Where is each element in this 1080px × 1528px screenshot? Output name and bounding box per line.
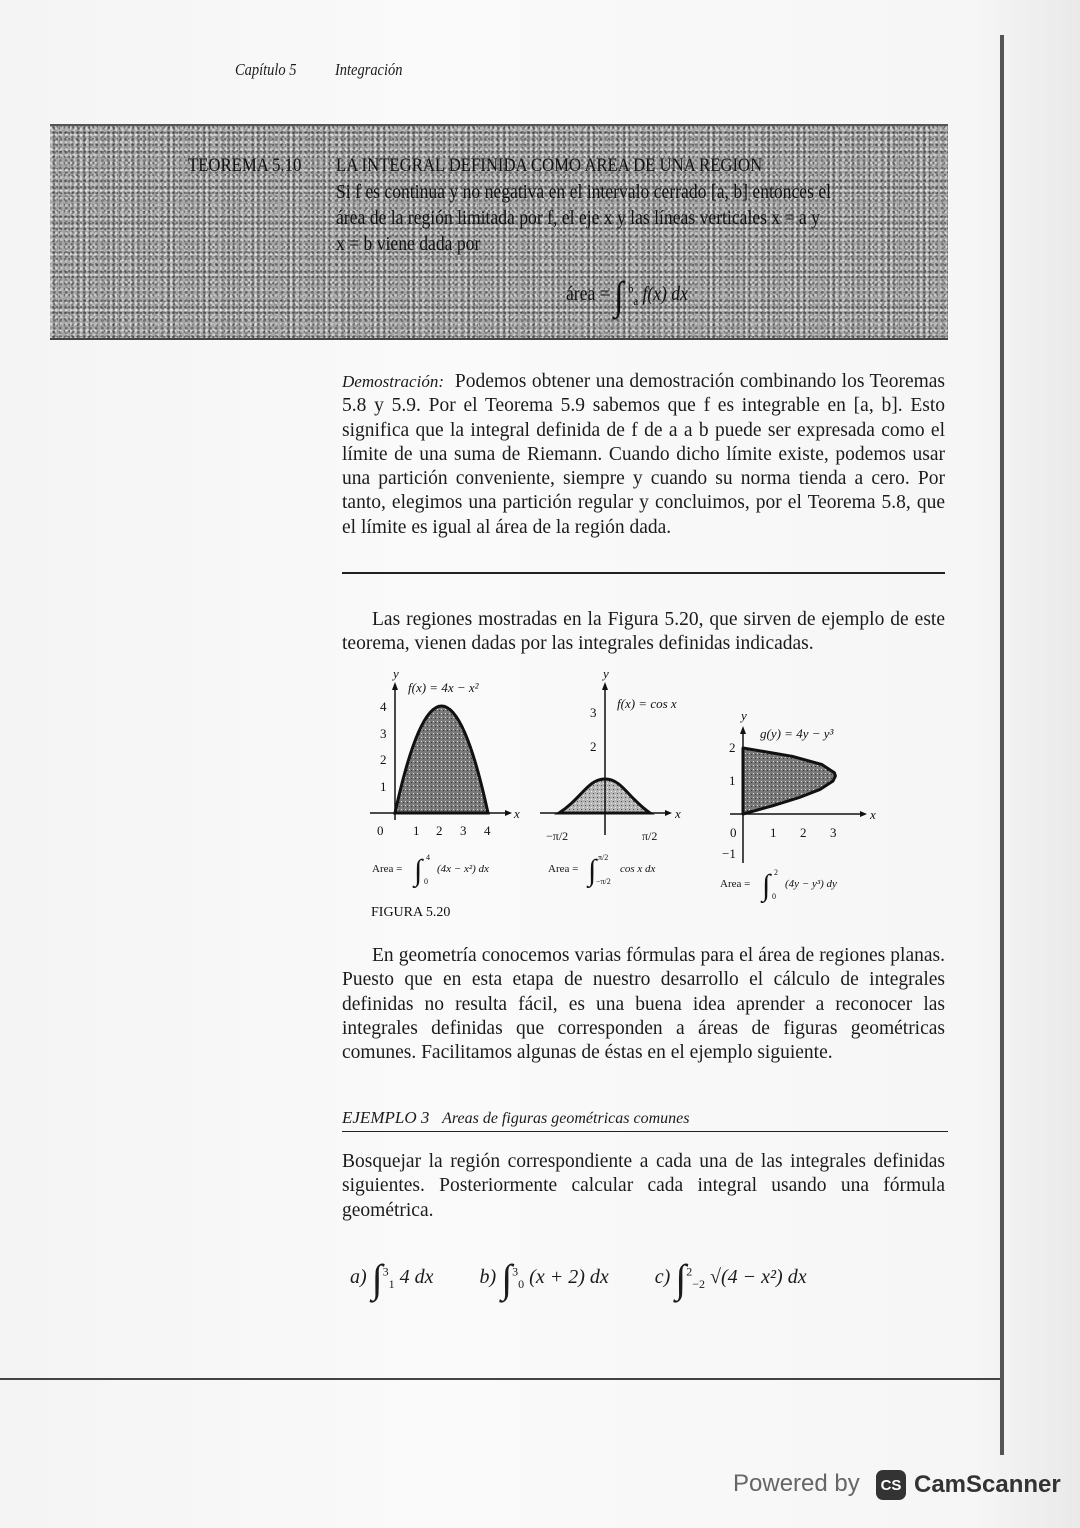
y-label: y (741, 708, 747, 723)
area-label: Area = (720, 878, 751, 890)
item-label: a) (350, 1266, 367, 1289)
camscanner-brand: CamScanner (914, 1471, 1061, 1498)
area-label: Area = (548, 863, 579, 875)
y-label: y (393, 666, 399, 681)
x-tick: 1 (413, 823, 420, 838)
y-tick: −1 (722, 846, 736, 861)
lower-limit: 0 (424, 877, 428, 886)
upper-limit: 2 (686, 1264, 693, 1279)
y-label: y (603, 666, 609, 681)
x-tick: 2 (436, 823, 443, 838)
function-label: g(y) = 4y − y³ (760, 726, 834, 741)
example-heading (342, 1108, 689, 1128)
theorem-label: TEOREMA 5.10 (188, 155, 302, 176)
function-label: f(x) = 4x − x² (408, 680, 479, 695)
lower-limit: a (633, 294, 639, 309)
camscanner-icon: CS (876, 1470, 906, 1500)
divider (342, 572, 945, 574)
theorem-title: LA INTEGRAL DEFINIDA COMO AREA DE UNA REGION (336, 155, 763, 176)
example-title: Areas de figuras geométricas comunes (442, 1110, 690, 1127)
proof-label: Demostración: (342, 372, 444, 391)
x-tick: −π/2 (546, 829, 569, 843)
divider (342, 1131, 948, 1132)
binding-edge (1000, 35, 1004, 1455)
item-label: c) (654, 1266, 671, 1289)
integral-sign: ∫ (762, 869, 771, 902)
proof-paragraph (342, 370, 945, 540)
upper-limit: b (628, 281, 634, 296)
integrand: √(4 − x²) dx (710, 1266, 807, 1289)
upper-limit: 3 (382, 1264, 389, 1279)
y-tick: 1 (729, 773, 736, 788)
integral-c: c) ∫$^2_{-2}$ √(4 − x²) dx (654, 1256, 807, 1301)
lower-limit: 0 (518, 1277, 525, 1292)
lower-limit: −π/2 (596, 877, 611, 886)
y-tick: 3 (590, 705, 597, 720)
theorem-line: x = b viene dada por (336, 233, 481, 255)
x-tick: 4 (484, 823, 491, 838)
y-tick: 2 (590, 739, 597, 754)
proof-text: Podemos obtener una demostración combinando los Teoremas 5.8 y 5.9. Por el Teorema 5.9 sabemos que f es integrable en [a, b]. Esto significa que la integral definida de f de a a b puede ser expresada como el límite de una suma de Riemann. Cuando dicho límite existe, podemos usar una partición conveniente, siempre y cuando su norma tienda a cero. Por tanto, elegimos una partición regular y concluimos, por el Teorema 5.8, que el límite es igual al área de la región dada. (342, 371, 946, 538)
item-label: b) (479, 1266, 497, 1289)
y-tick: 3 (380, 726, 387, 741)
shaded-region (743, 748, 835, 814)
integrand: cos x dx (620, 863, 656, 875)
integrand: (4y − y³) dy (785, 878, 837, 890)
upper-limit: π/2 (598, 853, 609, 862)
upper-limit: 2 (774, 868, 778, 877)
figure-5-20 (360, 660, 940, 930)
chapter-label: Capítulo 5 (235, 60, 297, 79)
graph-parabola (370, 666, 520, 889)
theorem-line: área de la región limitada por f, el eje x y las líneas verticales x = a y (336, 207, 820, 229)
integral-sign: ∫ (614, 273, 624, 318)
chapter-title: Integración (335, 60, 403, 79)
example-label: EJEMPLO 3 (342, 1108, 430, 1127)
theorem-formula (566, 272, 688, 319)
x-tick: 3 (460, 823, 467, 838)
x-tick: 0 (377, 823, 384, 838)
example-paragraph: Bosquejar la región correspondiente a cada una de las integrales definidas siguientes. Posteriormente calcular cada integral usando una fórmula geométrica. (342, 1151, 945, 1221)
x-tick: π/2 (642, 829, 658, 843)
x-tick: 1 (770, 825, 777, 840)
x-tick: 3 (830, 825, 837, 840)
upper-limit: 3 (512, 1264, 519, 1279)
y-tick: 2 (380, 752, 387, 767)
integrand: (4x − x²) dx (437, 863, 489, 875)
y-tick: 2 (729, 740, 736, 755)
lower-limit: 0 (772, 892, 776, 901)
x-label: x (870, 807, 876, 822)
integrand: (x + 2) dx (529, 1266, 609, 1289)
integral-a: a) ∫$^3_1$ 4 dx (350, 1256, 434, 1301)
integrand: f(x) dx (642, 283, 688, 306)
x-tick: 2 (800, 825, 807, 840)
x-tick: 0 (730, 825, 737, 840)
example-integrals (350, 1255, 807, 1302)
geometry-paragraph: En geometría conocemos varias fórmulas para el área de regiones planas. Puesto que en esta etapa de nuestro desarrollo el cálculo de integrales definidas no resulta fácil, es una buena idea aprender a reconocer las integrales definidas que corresponden a áreas de figuras geométricas comunes. Facilitamos algunas de éstas en el ejemplo siguiente. (342, 945, 945, 1064)
x-label: x (675, 806, 681, 821)
integrand: 4 dx (399, 1266, 434, 1289)
lower-limit: 1 (388, 1277, 395, 1292)
camscanner-logo (876, 1470, 1061, 1500)
formula-lhs: área = (566, 283, 610, 306)
x-label: x (514, 806, 520, 821)
upper-limit: 4 (426, 853, 430, 862)
lower-limit: −2 (692, 1277, 706, 1292)
integral-sign: ∫ (414, 854, 423, 887)
area-label: Area = (372, 863, 403, 875)
theorem-line: Si f es continua y no negativa en el intervalo cerrado [a, b] entonces el (336, 181, 832, 203)
intro-paragraph: Las regiones mostradas en la Figura 5.20, que sirven de ejemplo de este teorema, vienen dadas por las integrales definidas indicadas. (342, 609, 945, 655)
integral-sign: ∫ (588, 854, 597, 887)
figure-caption: FIGURA 5.20 (371, 905, 451, 920)
shaded-region (395, 706, 488, 813)
function-label: f(x) = cos x (617, 696, 677, 711)
page-bottom-edge (0, 1378, 1000, 1380)
integral-b: b) ∫$^3_0$ (x + 2) dx (479, 1256, 609, 1301)
y-tick: 1 (380, 779, 387, 794)
powered-by-text: Powered by (733, 1470, 860, 1497)
graph-cosine (540, 666, 681, 889)
y-tick: 4 (380, 699, 387, 714)
graph-g-of-y (720, 708, 876, 904)
